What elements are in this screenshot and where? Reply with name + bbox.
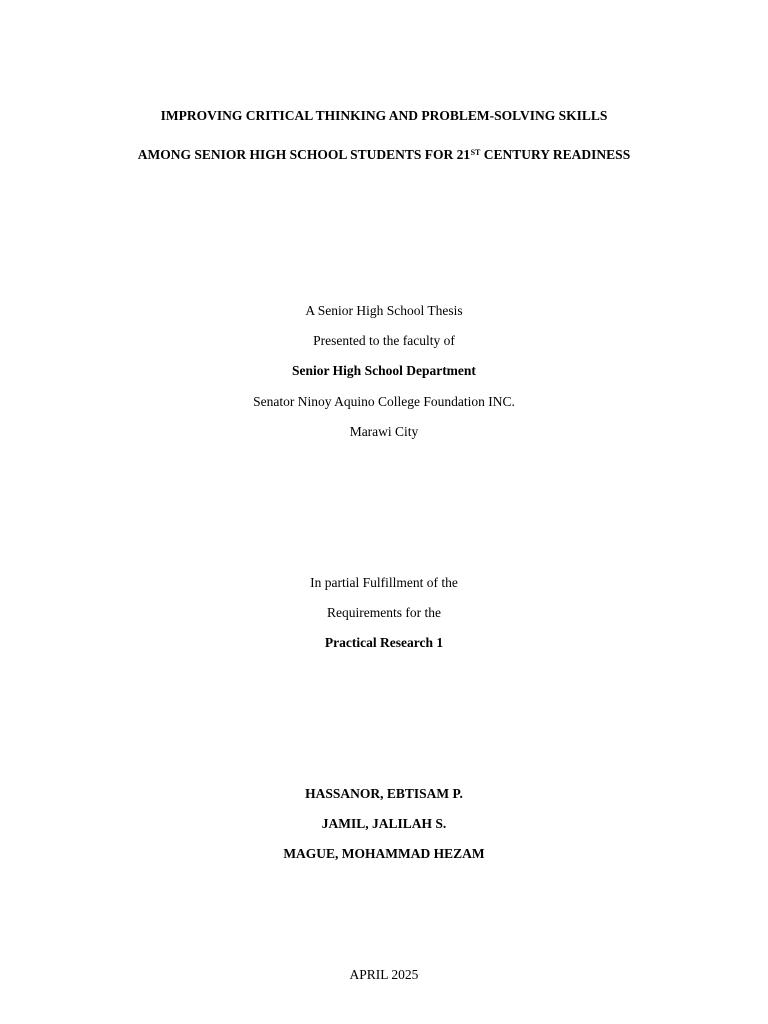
fulfillment-line-1: In partial Fulfillment of the — [310, 575, 458, 590]
fulfillment-line-2: Requirements for the — [327, 605, 441, 620]
submission-date: APRIL 2025 — [349, 967, 419, 982]
author-name: MAGUE, MOHAMMAD HEZAM — [283, 846, 485, 861]
author-name: JAMIL, JALILAH S. — [321, 816, 447, 831]
thesis-type: A Senior High School Thesis — [305, 303, 463, 318]
department-name: Senior High School Department — [292, 363, 476, 378]
author-name: HASSANOR, EBTISAM P. — [305, 786, 463, 801]
title-ordinal-superscript: ST — [470, 148, 481, 157]
title-line-1: IMPROVING CRITICAL THINKING AND PROBLEM-SOLVING SKILLS — [160, 108, 608, 123]
title-line-2 — [0, 146, 768, 164]
city-name: Marawi City — [349, 424, 419, 439]
title-line-2-suffix: CENTURY READINESS — [480, 147, 631, 162]
institution-name: Senator Ninoy Aquino College Foundation INC. — [253, 394, 515, 409]
course-name: Practical Research 1 — [324, 635, 444, 650]
title-line-2-prefix: AMONG SENIOR HIGH SCHOOL STUDENTS FOR 21 — [137, 147, 471, 162]
presented-to: Presented to the faculty of — [313, 333, 455, 348]
